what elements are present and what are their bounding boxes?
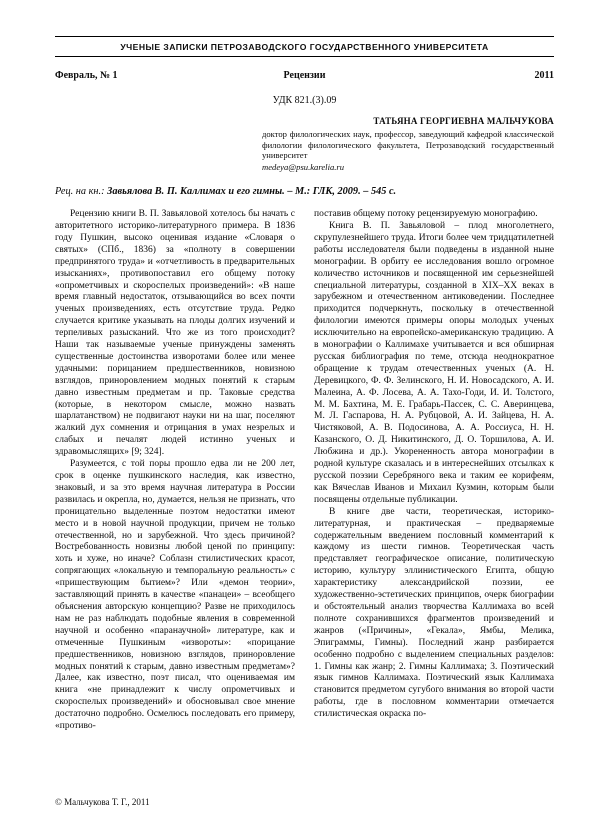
- review-title: [55, 186, 554, 199]
- left-column: [55, 209, 295, 797]
- paragraph: Разумеется, с той поры прошло едва ли не 200 лет, срок в оценке пушкинского наследия, как известно, знаковый, и за это время научная литература в России развилась и окрепла, но, думается, нельзя не признать, что проницательно выделенные поэтом недостатки имеют место и в новой научной продукции, причем не только отечественной, но и зарубежной. Что здесь причиной? Востребованность новизны любой ценой по принципу: хоть и хуже, но иначе? Соблазн стилистических красот, сопрягающих «локальную и темпоральную реальность» с «пришествующим бытием»? Или «демон теории», заставляющий принять в качестве «панацеи» – всеобщего объяснения авторскую концепцию? Разве не приходилось нам не раз наблюдать подобные явления в современной научной и особенно «паранаучной» литературе, как и отмеченные Пушкиным «извороты»: «порицание предшественников, новизною взглядов, приноровление модных понятий к старым, давно известным предметам»? Далее, как известно, поэт писал, что оцениваемая им книга «не принадлежит к числу опрометчивых и скороспелых произведений» и обосновывал свое мнение достаточно подробно. Осмелюсь последовать его примеру, «противо-: [55, 459, 295, 732]
- review-title-label: Рец. на кн.:: [55, 186, 105, 198]
- author-email: medeya@psu.karelia.ru: [262, 162, 345, 173]
- author-meta: [262, 129, 554, 172]
- issue-date: Февраль, № 1: [55, 70, 118, 81]
- review-title-text: Завьялова В. П. Каллимах и его гимны. – М.: ГЛК, 2009. – 545 с.: [107, 186, 397, 198]
- paragraph: Книга В. П. Завьяловой – плод многолетнего, скрупулезнейшего труда. Итоги более чем тридцатилетней работы исследователя были подведены в изданной ныне монографии. В орбиту ее исследования вошло огромное количество источников и посвященной им серьезнейшей специальной литературы, созданной в XIX–XX веках в зарубежном и отечественном антиковедении. Последнее приходится подчеркнуть, поскольку в отечественной филологии имеются примеры опоры молодых ученых исключительно на европейско-американскую традицию. А в монографии о Каллимахе учитывается и вся обширная русская библиография по теме, отсюда неоднократное обращение к трудам отечественных ученых (А. Н. Деревицкого, Ф. Ф. Зелинского, Н. И. Новосадского, А. И. Малеина, А. Ф. Лосева, А. А. Тахо-Годи, И. И. Толстого, М. М. Бахтина, М. Е. Грабарь-Пассек, С. С. Аверинцева, М. Л. Гаспарова, Н. А. Рубцовой, А. И. Зайцева, Н. А. Чистяковой, А. В. Подосинова, А. А. Россиуса, Н. Н. Казанского, О. Д. Никитинского, Д. О. Торшилова, А. И. Любжина и др.). Укорененность автора монографии в родной культуре сказалась и в интереснейших отсылках к русской поэзии Серебряного века и таким ее корифеям, как Вячеслав Иванов и Михаил Кузмин, которым были посвящены отдельные публикации.: [314, 220, 554, 505]
- section-title: Рецензии: [283, 70, 326, 81]
- issue-row: [55, 70, 554, 81]
- paragraph: поставив общему потоку рецензируемую монографию.: [314, 209, 538, 220]
- copyright-notice: © Мальчукова Т. Г., 2011: [55, 797, 150, 807]
- issue-year: 2011: [534, 70, 554, 81]
- udk-code: УДК 821.(3).09: [272, 95, 337, 106]
- right-column: [314, 209, 554, 797]
- author-affiliation: доктор филологических наук, профессор, заведующий кафедрой классической филологии филологического факультета, Петрозаводский государственный университет: [262, 129, 554, 161]
- article-body: [55, 209, 554, 797]
- author-name: ТАТЬЯНА ГЕОРГИЕВНА МАЛЬЧУКОВА: [373, 116, 554, 126]
- paragraph: В книге две части, теоретическая, историко-литературная, и практическая – предваряемые содержательным введением пословный комментарий к каждому из шести гимнов. Теоретическая часть представляет географическое описание, политическую историю, культуру эллинистического Египта, общую характеристику александрийской поэзии, ее художественно-эстетических принципов, очерк биографии и обстоятельный анализ творчества Каллимаха во всей полноте сохранившихся фрагментов произведений и жанров («Причины», «Гекала», Ямбы, Мелика, Эпиграммы, Гимны). Последний жанр разбирается особенно подробно с выделением специальных разделов: 1. Гимны как жанр; 2. Гимны Каллимаха; 3. Поэтический язык гимнов Каллимаха. Поэтический язык Каллимаха становится предметом сугубого внимания во второй части работы, где в пословном комментарии отмечается стилистическая окраска по-: [314, 506, 554, 720]
- journal-masthead: УЧЕНЫЕ ЗАПИСКИ ПЕТРОЗАВОДСКОГО ГОСУДАРСТВЕННОГО УНИВЕРСИТЕТА: [55, 36, 554, 57]
- paragraph: Рецензию книги В. П. Завьяловой хотелось бы начать с авторитетного историко-литературного примера. В 1836 году Пушкин, высоко оценивая издание «Словаря о святых» (СПб., 1836) за «полноту в совершении предпринятого труда» и «отчетливость в предварительных изысканиях», противопоставил его общему потоку «опрометчивых и скороспелых произведений»: «В наше время главный недостаток, отзывающийся во всех почти ученых произведениях, есть отсутствие труда. Редко случается критике указывать на плоды долгих изучений и терпеливых разысканий. Что же из того происходит? Наши так называемые ученые принуждены заменять существенные достоинства изворотами более или менее удачными: порицанием предшественников, новизною взглядов, приноровлением модных понятий к старым давно известным предметам и пр. Таковые средства (которые, в некотором смысле, можно назвать шарлатанством) не подвигают науки ни на шаг, поселяют жалкий дух сомнения и отрицания в умах незрелых и слабых и печалят людей истинно ученых и здравомыслящих» [9; 324].: [55, 209, 295, 458]
- author-block: [55, 116, 554, 172]
